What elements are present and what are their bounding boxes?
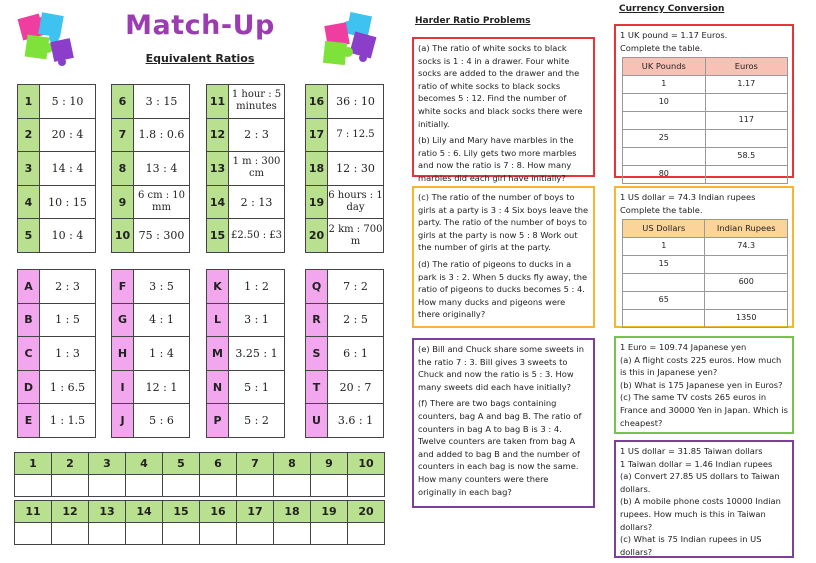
ratio-card[interactable]: 1 : 4 <box>134 337 190 371</box>
question-c: (c) The same TV costs 265 euros in France and 30000 Yen in Japan. Which is cheapest? <box>620 392 788 428</box>
ratio-card[interactable]: 1 hour : 5 minutes <box>229 85 285 119</box>
column-header: US Dollars <box>623 220 705 238</box>
currency-box-1 <box>614 24 794 178</box>
ratio-card[interactable]: 14 : 4 <box>40 152 96 186</box>
answer-header: 1 <box>15 453 52 475</box>
ratio-card[interactable]: 7 : 2 <box>328 270 384 304</box>
answer-header: 16 <box>200 501 237 523</box>
card-letter: I <box>112 370 134 404</box>
answer-cell[interactable] <box>200 475 237 497</box>
answer-cell[interactable] <box>237 523 274 545</box>
card-letter: T <box>306 370 328 404</box>
harder-heading: Harder Ratio Problems <box>415 16 531 26</box>
card-letter: E <box>18 404 40 438</box>
table-cell[interactable]: 74.3 <box>705 238 788 256</box>
ratio-card[interactable]: 5 : 2 <box>229 404 285 438</box>
answer-cell[interactable] <box>52 475 89 497</box>
question-b: (b) A mobile phone costs 10000 Indian rupees. How much is this in Taiwan dollars? <box>620 496 781 532</box>
ratio-table-green-2 <box>111 84 190 253</box>
card-number: 1 <box>18 85 40 119</box>
answer-cell[interactable] <box>274 475 311 497</box>
ratio-card[interactable]: 2 : 3 <box>40 270 96 304</box>
card-number: 20 <box>306 219 328 253</box>
ratio-card[interactable]: 1 m : 300 cm <box>229 152 285 186</box>
card-letter: M <box>207 337 229 371</box>
question-a: (a) A flight costs 225 euros. How much is this in Japanese yen? <box>620 354 782 378</box>
ratio-card[interactable]: 1.8 : 0.6 <box>134 118 190 152</box>
ratio-card[interactable]: 1 : 1.5 <box>40 404 96 438</box>
card-letter: F <box>112 270 134 304</box>
answer-header: 17 <box>237 501 274 523</box>
conversion-table-gbp-eur <box>622 57 788 184</box>
currency-box-2 <box>614 186 794 328</box>
question-a: (a) Convert 27.85 US dollars to Taiwan dollars. <box>620 471 780 494</box>
ratio-card[interactable]: 3 : 5 <box>134 270 190 304</box>
ratio-table-green-3 <box>206 84 285 253</box>
answer-header: 14 <box>126 501 163 523</box>
answer-cell[interactable] <box>89 475 126 497</box>
card-number: 16 <box>306 85 328 119</box>
answer-header: 13 <box>89 501 126 523</box>
ratio-card[interactable]: £2.50 : £3 <box>229 219 285 253</box>
card-number: 18 <box>306 152 328 186</box>
ratio-table-pink-3 <box>206 269 285 438</box>
answer-header: 5 <box>163 453 200 475</box>
answer-cell[interactable] <box>348 523 385 545</box>
ratio-card[interactable]: 5 : 6 <box>134 404 190 438</box>
card-number: 4 <box>18 185 40 219</box>
question-b: (b) What is 175 Japanese yen in Euros? <box>620 379 783 390</box>
table-cell[interactable] <box>705 166 787 184</box>
card-number: 11 <box>207 85 229 119</box>
card-letter: K <box>207 270 229 304</box>
conversion-table-usd-inr <box>622 219 788 328</box>
question-d: (d) The ratio of pigeons to ducks in a park is 3 : 2. When 5 ducks fly away, the ratio of pigeons to ducks becomes 5 : 4. How many ducks and pigeons were there originally? <box>418 258 588 320</box>
card-letter: C <box>18 337 40 371</box>
question-f: (f) There are two bags containing counters, bag A and bag B. The ratio of counters in bag A to bag B is 3 : 4. Twelve counters are taken from bag A and added to bag B and the number of counters in each bag is now the same. How many counters were there originally in each bag? <box>418 398 582 497</box>
card-number: 5 <box>18 219 40 253</box>
answer-cell[interactable] <box>274 523 311 545</box>
table-cell[interactable] <box>623 112 706 130</box>
table-cell[interactable] <box>623 148 706 166</box>
puzzle-pieces-icon-right <box>318 10 388 70</box>
instruction: Complete the table. <box>620 42 703 53</box>
puzzle-pieces-icon-left <box>14 10 84 70</box>
table-cell[interactable] <box>705 256 788 274</box>
answer-header: 18 <box>274 501 311 523</box>
card-number: 17 <box>306 118 328 152</box>
page-subtitle: Equivalent Ratios <box>145 52 255 65</box>
card-letter: P <box>207 404 229 438</box>
answer-grid <box>14 452 385 545</box>
answer-header: 11 <box>15 501 52 523</box>
page-title: Match-Up <box>125 10 275 41</box>
rate-line: 1 Taiwan dollar = 1.46 Indian rupees <box>620 458 773 469</box>
ratio-table-green-1 <box>17 84 96 253</box>
ratio-card[interactable]: 2 : 3 <box>229 118 285 152</box>
answer-header: 3 <box>89 453 126 475</box>
rate-line: 1 Euro = 109.74 Japanese yen <box>620 342 747 352</box>
table-cell[interactable]: 15 <box>623 256 705 274</box>
card-number: 10 <box>112 219 134 253</box>
ratio-card[interactable]: 10 : 15 <box>40 185 96 219</box>
ratio-card[interactable]: 3 : 15 <box>134 85 190 119</box>
ratio-card[interactable]: 36 : 10 <box>328 85 384 119</box>
table-cell[interactable]: 117 <box>705 112 787 130</box>
answer-cell[interactable] <box>163 523 200 545</box>
currency-heading: Currency Conversion <box>619 4 725 14</box>
card-letter: G <box>112 303 134 337</box>
ratio-card[interactable]: 7 : 12.5 <box>328 118 384 152</box>
answer-cell[interactable] <box>348 475 385 497</box>
answer-header: 8 <box>274 453 311 475</box>
card-number: 15 <box>207 219 229 253</box>
ratio-card[interactable]: 6 cm : 10 mm <box>134 185 190 219</box>
card-letter: Q <box>306 270 328 304</box>
table-cell[interactable]: 1.17 <box>705 76 787 94</box>
answer-header: 10 <box>348 453 385 475</box>
card-number: 14 <box>207 185 229 219</box>
answer-cell[interactable] <box>52 523 89 545</box>
ratio-card[interactable]: 1 : 5 <box>40 303 96 337</box>
card-letter: A <box>18 270 40 304</box>
card-letter: R <box>306 303 328 337</box>
table-cell[interactable]: 58.5 <box>705 148 787 166</box>
answer-header: 2 <box>52 453 89 475</box>
instruction: Complete the table. <box>620 204 703 215</box>
card-number: 2 <box>18 118 40 152</box>
ratio-card[interactable]: 13 : 4 <box>134 152 190 186</box>
card-letter: D <box>18 370 40 404</box>
question-b: (b) Lily and Mary have marbles in the ratio 5 : 6. Lily gets two more marbles and now the ratio is 7 : 8. How many marbles did each girl have initially? <box>418 135 577 183</box>
ratio-card[interactable]: 3 : 1 <box>229 303 285 337</box>
answer-cell[interactable] <box>89 523 126 545</box>
answer-cell[interactable] <box>237 475 274 497</box>
ratio-card[interactable]: 10 : 4 <box>40 219 96 253</box>
answer-cell[interactable] <box>126 523 163 545</box>
ratio-card[interactable]: 6 : 1 <box>328 337 384 371</box>
card-letter: U <box>306 404 328 438</box>
answer-header: 19 <box>311 501 348 523</box>
ratio-card[interactable]: 1 : 6.5 <box>40 370 96 404</box>
answer-cell[interactable] <box>15 523 52 545</box>
ratio-card[interactable]: 1 : 3 <box>40 337 96 371</box>
currency-box-3 <box>614 336 794 434</box>
card-letter: L <box>207 303 229 337</box>
table-cell[interactable] <box>623 310 705 328</box>
answer-cell[interactable] <box>15 475 52 497</box>
answer-cell[interactable] <box>126 475 163 497</box>
ratio-card[interactable]: 12 : 30 <box>328 152 384 186</box>
question-box-ab <box>412 37 595 183</box>
card-number: 6 <box>112 85 134 119</box>
ratio-card[interactable]: 3.6 : 1 <box>328 404 384 438</box>
column-header: Indian Rupees <box>705 220 788 238</box>
question-c: (c) The ratio of the number of boys to girls at a party is 3 : 4 Six boys leave the party. The ratio of the number of boys to girls at the party is now 5 : 8 Work out the number of girls at the party. <box>418 192 589 253</box>
card-letter: H <box>112 337 134 371</box>
rate-line: 1 UK pound = 1.17 Euros. <box>620 30 728 40</box>
table-cell[interactable]: 1 <box>623 238 705 256</box>
answer-header: 4 <box>126 453 163 475</box>
ratio-table-pink-1 <box>17 269 96 438</box>
card-letter: B <box>18 303 40 337</box>
ratio-card[interactable]: 20 : 7 <box>328 370 384 404</box>
question-c: (c) What is 75 Indian rupees in US dollars? <box>620 534 762 557</box>
answer-cell[interactable] <box>200 523 237 545</box>
question-box-cd <box>412 186 595 328</box>
card-letter: J <box>112 404 134 438</box>
table-cell[interactable] <box>705 94 787 112</box>
answer-cell[interactable] <box>311 523 348 545</box>
ratio-table-pink-2 <box>111 269 190 438</box>
table-cell[interactable] <box>705 292 788 310</box>
ratio-card[interactable]: 2 km : 700 m <box>328 219 384 253</box>
answer-header: 6 <box>200 453 237 475</box>
ratio-table-pink-4 <box>305 269 384 438</box>
ratio-card[interactable]: 2 : 13 <box>229 185 285 219</box>
question-a: (a) The ratio of white socks to black socks is 1 : 4 in a drawer. Four white socks are added to the drawer and the ratio of white socks to black socks becomes 5 : 12. Find the number of white socks and black socks there were initially. <box>418 43 583 129</box>
ratio-card[interactable]: 5 : 1 <box>229 370 285 404</box>
ratio-card[interactable]: 75 : 300 <box>134 219 190 253</box>
table-cell[interactable]: 25 <box>623 130 706 148</box>
rate-line: 1 US dollar = 74.3 Indian rupees <box>620 192 756 202</box>
ratio-card[interactable]: 6 hours : 1 day <box>328 185 384 219</box>
answer-header: 9 <box>311 453 348 475</box>
ratio-card[interactable]: 2 : 5 <box>328 303 384 337</box>
card-number: 8 <box>112 152 134 186</box>
card-number: 7 <box>112 118 134 152</box>
ratio-card[interactable]: 20 : 4 <box>40 118 96 152</box>
table-cell[interactable] <box>705 130 787 148</box>
card-letter: N <box>207 370 229 404</box>
answer-header: 12 <box>52 501 89 523</box>
rate-line: 1 US dollar = 31.85 Taiwan dollars <box>620 446 763 456</box>
table-cell[interactable]: 600 <box>705 274 788 292</box>
answer-header: 20 <box>348 501 385 523</box>
column-header: UK Pounds <box>623 58 706 76</box>
card-number: 3 <box>18 152 40 186</box>
ratio-card[interactable]: 4 : 1 <box>134 303 190 337</box>
ratio-card[interactable]: 5 : 10 <box>40 85 96 119</box>
card-number: 12 <box>207 118 229 152</box>
ratio-card[interactable]: 3.25 : 1 <box>229 337 285 371</box>
table-cell[interactable]: 1 <box>623 76 706 94</box>
card-letter: S <box>306 337 328 371</box>
answer-header: 15 <box>163 501 200 523</box>
currency-box-4 <box>614 440 794 558</box>
column-header: Euros <box>705 58 787 76</box>
answer-cell[interactable] <box>163 475 200 497</box>
question-box-ef <box>412 338 595 508</box>
card-number: 13 <box>207 152 229 186</box>
answer-cell[interactable] <box>311 475 348 497</box>
question-e: (e) Bill and Chuck share some sweets in the ratio 7 : 3. Bill gives 3 sweets to Chuck and now the ratio is 5 : 3. How many sweets did each have initially? <box>418 344 584 392</box>
table-cell[interactable] <box>623 274 705 292</box>
ratio-card[interactable]: 1 : 2 <box>229 270 285 304</box>
table-cell[interactable]: 1350 <box>705 310 788 328</box>
table-cell[interactable]: 65 <box>623 292 705 310</box>
table-cell[interactable]: 80 <box>623 166 706 184</box>
card-number: 19 <box>306 185 328 219</box>
answer-header: 7 <box>237 453 274 475</box>
ratio-card[interactable]: 12 : 1 <box>134 370 190 404</box>
ratio-table-green-4 <box>305 84 384 253</box>
table-cell[interactable]: 10 <box>623 94 706 112</box>
card-number: 9 <box>112 185 134 219</box>
